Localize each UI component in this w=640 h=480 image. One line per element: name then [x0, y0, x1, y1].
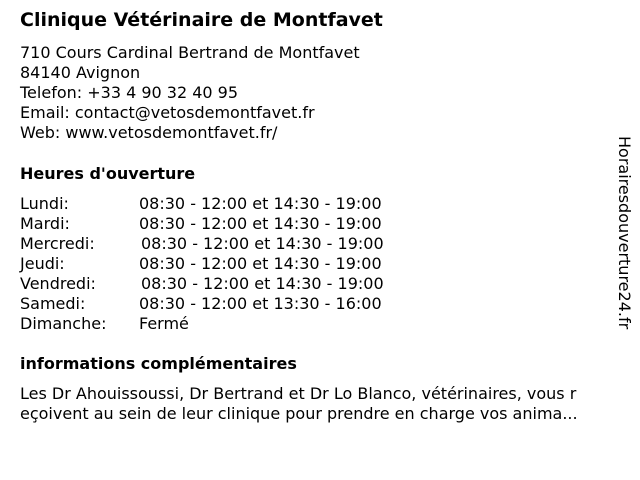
email-line[interactable]: Email: contact@vetosdemontfavet.fr — [20, 103, 315, 122]
hours-heading: Heures d'ouverture — [20, 164, 196, 183]
time-value: 08:30 - 12:00 et 14:30 - 19:00 — [141, 274, 384, 293]
time-value: 08:30 - 12:00 et 13:30 - 16:00 — [139, 294, 382, 313]
time-value: Fermé — [139, 314, 189, 333]
hours-row-friday — [20, 274, 440, 294]
hours-row-tuesday — [20, 214, 440, 234]
hours-row-sunday — [20, 314, 440, 334]
time-value: 08:30 - 12:00 et 14:30 - 19:00 — [139, 214, 382, 233]
hours-row-wednesday — [20, 234, 440, 254]
phone-line[interactable]: Telefon: +33 4 90 32 40 95 — [20, 83, 239, 102]
info-description — [20, 384, 630, 424]
business-name: Clinique Vétérinaire de Montfavet — [20, 9, 383, 31]
day-label: Mardi: — [20, 214, 70, 233]
web-line[interactable]: Web: www.vetosdemontfavet.fr/ — [20, 123, 278, 142]
info-heading: informations complémentaires — [20, 354, 297, 373]
hours-row-thursday — [20, 254, 440, 274]
day-label: Mercredi: — [20, 234, 95, 253]
day-label: Dimanche: — [20, 314, 107, 333]
time-value: 08:30 - 12:00 et 14:30 - 19:00 — [141, 234, 384, 253]
time-value: 08:30 - 12:00 et 14:30 - 19:00 — [139, 194, 382, 213]
day-label: Jeudi: — [20, 254, 65, 273]
info-line-2: eçoivent au sein de leur clinique pour prendre en charge vos anima... — [20, 404, 578, 423]
address-line-1: 710 Cours Cardinal Bertrand de Montfavet — [20, 43, 360, 62]
site-watermark: Horairesdouverture24.fr — [615, 136, 634, 330]
day-label: Lundi: — [20, 194, 69, 213]
time-value: 08:30 - 12:00 et 14:30 - 19:00 — [139, 254, 382, 273]
address-line-2: 84140 Avignon — [20, 63, 141, 82]
day-label: Vendredi: — [20, 274, 96, 293]
hours-row-monday — [20, 194, 440, 214]
day-label: Samedi: — [20, 294, 86, 313]
info-line-1: Les Dr Ahouissoussi, Dr Bertrand et Dr Lo Blanco, vétérinaires, vous r — [20, 384, 577, 403]
hours-row-saturday — [20, 294, 440, 314]
